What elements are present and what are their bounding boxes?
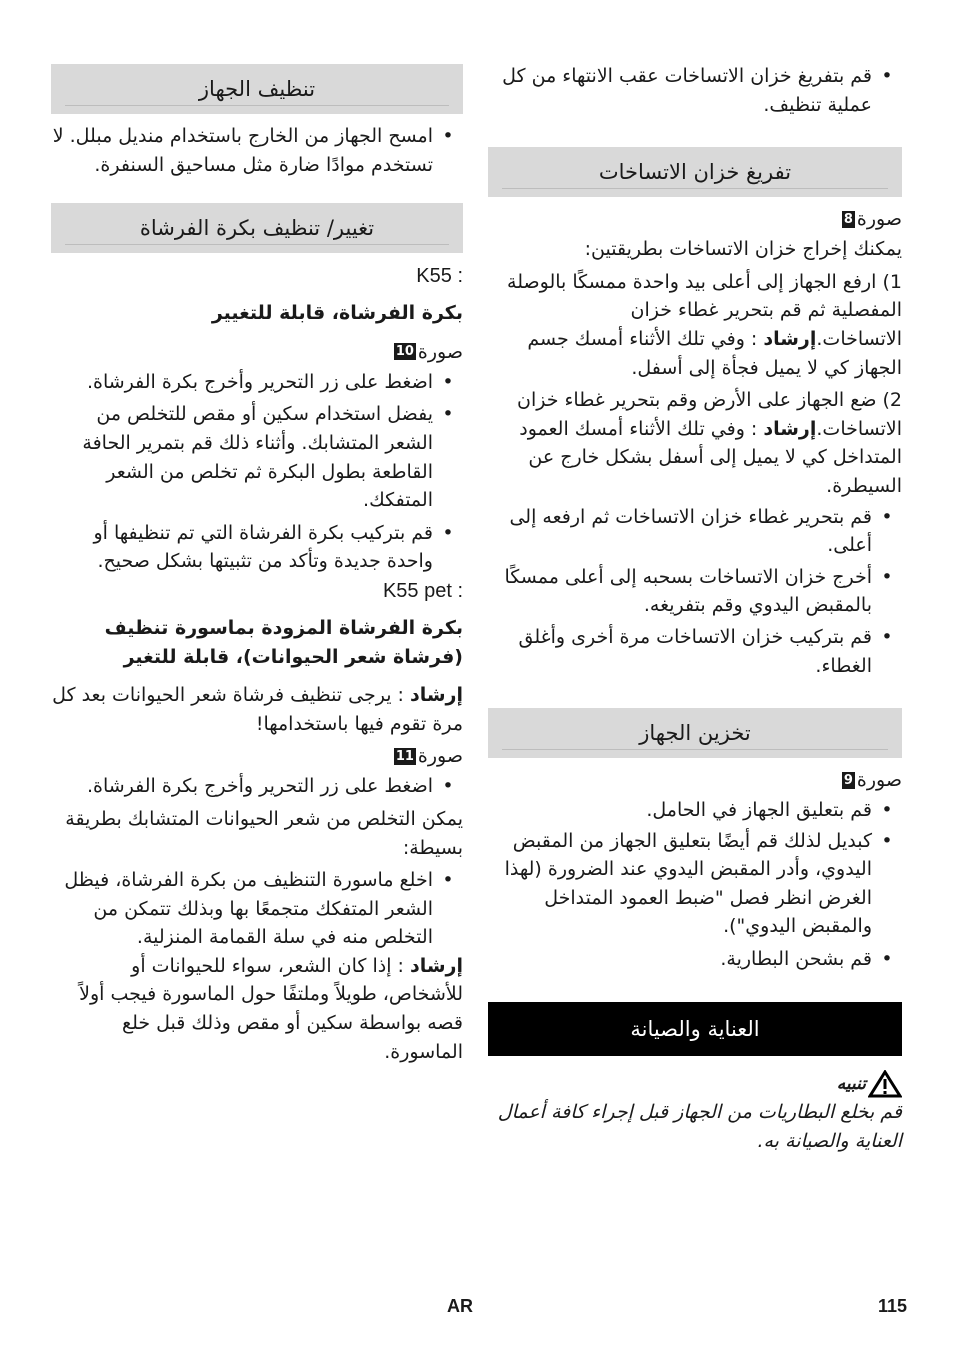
list-item: • أخرج خزان الاتساخات بسحبه إلى أعلى ممسكًا بالمقبض اليدوي وقم بتفريغه. <box>488 563 872 620</box>
figure-ref <box>488 766 902 794</box>
figure-ref <box>51 742 463 770</box>
model-label: K55 pet : <box>382 579 463 602</box>
model-label: K55 : <box>416 265 463 288</box>
pet-brush-note: إرشاد : يرجى تنظيف فرشاة شعر الحيوانات بعد كل مرة تقوم فيها باستخدامها! <box>52 684 463 735</box>
warning-text: قم بخلع البطاريات من الجهاز قبل إجراء كافة أعمال العناية والصيانة به. <box>497 1100 902 1152</box>
step-1: 1) ارفع الجهاز إلى أعلى بيد واحدة ممسكًا بالوصلة المفصلية ثم قم بتحرير غطاء خزان الاتساخات.إرشاد : وفي تلك الأثناء أمسك جسم الجهاز كي لا يميل فجأة إلى أسفل. <box>507 270 902 379</box>
list-item: • كبديل لذلك قم أيضًا بتعليق الجهاز من المقبض اليدوي، وأدر المقبض اليدوي عند الضرورة (لهذا الغرض انظر فصل "ضبط العمود المتداخل والمقبض اليدوي"). <box>488 827 872 941</box>
pet-hair-paragraph: يمكن التخلص من شعر الحيوانات المتشابك بطريقة بسيطة: <box>65 807 463 859</box>
top-bullet-list <box>488 62 902 119</box>
note-label: إرشاد <box>409 684 463 707</box>
figure-ref <box>488 205 902 233</box>
clean-heading: تنظيف الجهاز <box>51 64 463 114</box>
page-number: 115 <box>878 1296 908 1316</box>
step-2: 2) ضع الجهاز على الأرض وقم بتحرير غطاء خزان الاتساخات.إرشاد : وفي تلك الأثناء أمسك العمود المتداخل كي لا يميل إلى أسفل بشكل خارج عن السيطرة. <box>517 389 902 497</box>
figure-label: صورة <box>417 340 463 363</box>
list-item: • قم بتحرير غطاء خزان الاتساخات ثم ارفعه إلى أعلى. <box>488 503 872 560</box>
storage-bullets <box>488 796 902 974</box>
right-column <box>488 62 902 1156</box>
intro-text: يمكنك إخراج خزان الاتساخات بطريقتين: <box>584 238 902 261</box>
figure-number: 11 <box>395 748 414 764</box>
note-label: إرشاد <box>763 327 817 350</box>
note-label: إرشاد <box>409 954 463 977</box>
left-column <box>51 64 463 1066</box>
list-item: • قم بشحن البطارية. <box>488 945 872 974</box>
pet-brush-title: بكرة الفرشاة المزودة بماسورة تنظيف (فرشاة شعر الحيوانات)، قابلة للتغير <box>104 616 463 668</box>
list-item: • اضغط على زر التحرير وأخرج بكرة الفرشاة. <box>51 772 433 801</box>
figure-number: 9 <box>843 772 853 788</box>
figure-ref <box>51 338 463 366</box>
pet-hair-bullets <box>51 866 463 952</box>
figure-number: 10 <box>395 344 414 360</box>
list-item: • اضغط على زر التحرير وأخرج بكرة الفرشاة. <box>51 368 433 397</box>
brush-bullets <box>51 368 463 576</box>
language-code: AR <box>447 1296 473 1316</box>
list-item: • اخلع ماسورة التنظيف من بكرة الفرشاة، فيظل الشعر المتفكك متجمعًا بها وبذلك تتمكن من التخلص منه في سلة القمامة المنزلية. <box>51 866 433 952</box>
hair-note: إرشاد : إذا كان الشعر، سواء للحيوانات أو للأشخاص، طويلاً وملتفًا حول الماسورة فيجب أولاً قصه بواسطة سكين أو مقص وذلك قبل خلع الماسورة. <box>79 954 463 1063</box>
figure-label: صورة <box>856 208 902 231</box>
note-label: إرشاد <box>763 417 817 440</box>
list-item: • قم بتركيب خزان الاتساخات مرة أخرى وأغلق الغطاء. <box>488 623 872 680</box>
brush-heading: تغيير/ تنظيف بكرة الفرشاة <box>51 203 463 253</box>
list-item: • امسح الجهاز من الخارج باستخدام منديل مبلل. لا تستخدم موادًا ضارة مثل مساحيق السنفرة. <box>51 122 433 179</box>
list-item: • قم بتفريغ خزان الاتساخات عقب الانتهاء من كل عملية تنظيف. <box>488 62 872 119</box>
list-item: • يفضل استخدام سكين أو مقص للتخلص من الشعر المتشابك. وأثناء ذلك قم بتمرير الحافة القاطعة بطول البكرة ثم تخلص من الشعر المتفكك. <box>51 400 433 514</box>
figure-label: صورة <box>856 769 902 792</box>
brush-roller-title: بكرة الفرشاة، قابلة للتغيير <box>211 302 463 325</box>
storage-heading: تخزين الجهاز <box>488 708 902 758</box>
warning-icon <box>868 1070 902 1098</box>
list-item: • قم بتعليق الجهاز في الحامل. <box>488 796 872 825</box>
figure-number: 8 <box>843 211 853 227</box>
clean-bullets <box>51 122 463 179</box>
warning-title: تنبيه <box>488 1070 902 1098</box>
list-item: • قم بتركيب بكرة الفرشاة التي تم تنظيفها أو واحدة جديدة وتأكد من تثبيتها بشكل صحيح. <box>51 519 433 576</box>
care-heading: العناية والصيانة <box>488 1002 902 1056</box>
figure-label: صورة <box>417 745 463 768</box>
pet-brush-bullets <box>51 772 463 801</box>
empty-tank-bullets <box>488 503 902 681</box>
empty-tank-heading: تفريغ خزان الاتساخات <box>488 147 902 197</box>
